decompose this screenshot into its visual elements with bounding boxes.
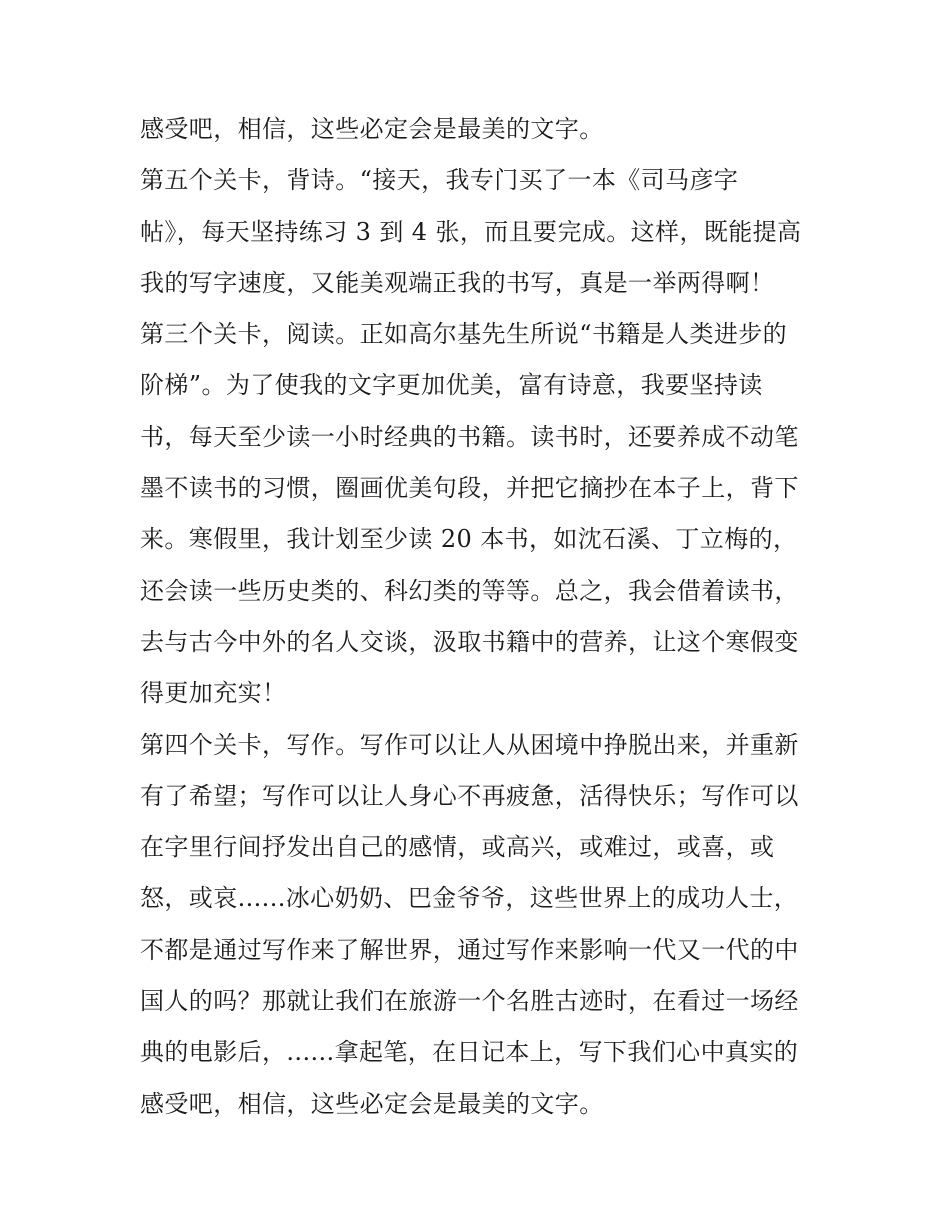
- text-line: 怒，或哀......冰心奶奶、巴金爷爷，这些世界上的成功人士，: [140, 884, 799, 913]
- text-line: 第四个关卡，写作。写作可以让人从困境中挣脱出来，并重新: [140, 730, 799, 759]
- text-line: 书，每天至少读一小时经典的书籍。读书时，还要养成不动笔: [140, 422, 799, 451]
- text-line: 国人的吗？那就让我们在旅游一个名胜古迹时，在看过一场经: [140, 987, 799, 1016]
- text-line: 阶梯”。为了使我的文字更加优美，富有诗意，我要坚持读: [140, 371, 763, 400]
- text-line: 典的电影后，......拿起笔，在日记本上，写下我们心中真实的: [140, 1038, 799, 1067]
- text-line: 第三个关卡，阅读。正如高尔基先生所说“书籍是人类进步的: [140, 320, 788, 349]
- document-body: [140, 104, 820, 1130]
- text-line: 感受吧，相信，这些必定会是最美的文字。: [140, 1089, 604, 1118]
- text-line: 墨不读书的习惯，圈画优美句段，并把它摘抄在本子上，背下: [140, 474, 799, 503]
- text-line: 我的写字速度，又能美观端正我的书写，真是一举两得啊！: [140, 268, 775, 297]
- text-line: 不都是通过写作来了解世界，通过写作来影响一代又一代的中: [140, 935, 799, 964]
- text-line: 还会读一些历史类的、科幻类的等等。总之，我会借着读书，: [140, 576, 799, 605]
- text-line: 感受吧，相信，这些必定会是最美的文字。: [140, 115, 604, 143]
- text-line: 得更加充实！: [140, 679, 287, 708]
- text-line: 有了希望；写作可以让人身心不再疲惫，活得快乐；写作可以: [140, 781, 799, 810]
- text-line: 第五个关卡，背诗。“接天，我专门买了一本《司马彦字: [140, 166, 739, 195]
- text-line: 在字里行间抒发出自己的感情，或高兴，或难过，或喜，或: [140, 833, 775, 862]
- text-line: 帖》，每天坚持练习 3 到 4 张，而且要完成。这样，既能提高: [140, 217, 802, 246]
- text-line: 去与古今中外的名人交谈，汲取书籍中的营养，让这个寒假变: [140, 627, 799, 656]
- text-line: 来。寒假里，我计划至少读 20 本书，如沈石溪、丁立梅的，: [140, 525, 798, 554]
